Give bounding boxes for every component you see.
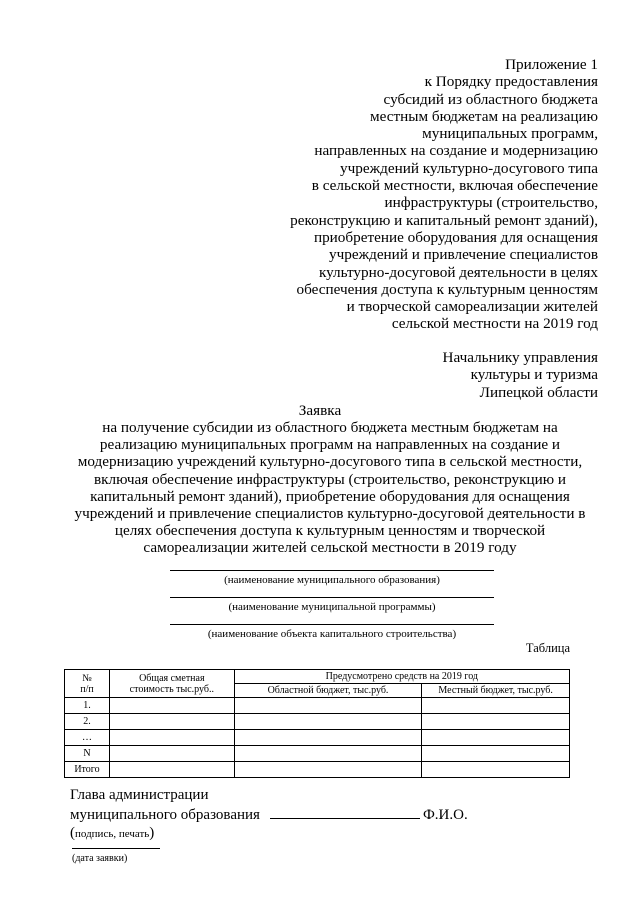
- table-row: [65, 746, 570, 762]
- appendix-line: учреждений и привлечение специалистов: [329, 246, 598, 264]
- appendix-line: учреждений культурно-досугового типа: [340, 159, 598, 177]
- date-caption: (дата заявки): [72, 853, 128, 864]
- table-cell[interactable]: [109, 714, 234, 730]
- table-cell[interactable]: [109, 762, 234, 778]
- col-header-num: № п/п: [65, 670, 110, 698]
- signature-field[interactable]: [270, 804, 420, 819]
- addressee-block: [348, 349, 598, 401]
- table-cell[interactable]: [234, 698, 422, 714]
- table-cell[interactable]: [234, 746, 422, 762]
- table-cell[interactable]: [109, 746, 234, 762]
- row-num-cell: N: [65, 746, 110, 762]
- appendix-line: к Порядку предоставления: [424, 73, 598, 91]
- col-header-regional: Областной бюджет, тыс.руб.: [234, 684, 422, 698]
- signature-fio: Ф.И.О.: [422, 807, 468, 823]
- row-num-cell: 1.: [65, 698, 110, 714]
- municipality-caption: (наименование муниципального образования): [224, 574, 440, 586]
- appendix-line: местным бюджетам на реализацию: [370, 107, 598, 125]
- table-row: [65, 714, 570, 730]
- application-body: [50, 419, 610, 557]
- application-line: капитальный ремонт зданий), приобретение оборудования для оснащения: [90, 487, 570, 505]
- application-line: целях обеспечения доступа к культурным ценностям и творческой: [114, 522, 546, 540]
- appendix-line: и творческой самореализации жителей: [346, 298, 598, 316]
- signature-row: [70, 804, 468, 824]
- col-header-total: Общая сметная стоимость тыс.руб..: [109, 670, 234, 698]
- object-caption: (наименование объекта капитального строительства): [207, 628, 457, 640]
- table-row: [65, 730, 570, 746]
- blank-line: [170, 570, 494, 571]
- appendix-line: сельской местности на 2019 год: [391, 315, 598, 333]
- addressee-line: Липецкой области: [479, 383, 598, 401]
- appendix-line: обеспечения доступа к культурным ценностям: [296, 280, 598, 298]
- application-line: учреждений и привлечение специалистов культурно-досуговой деятельности в: [74, 505, 586, 523]
- table-row: [65, 698, 570, 714]
- addressee-line: культуры и туризма: [470, 366, 598, 384]
- row-total-label: Итого: [65, 762, 110, 778]
- table-cell[interactable]: [234, 714, 422, 730]
- funding-table: [64, 669, 570, 778]
- object-blank: [170, 624, 494, 641]
- appendix-line: в сельской местности, включая обеспечение: [311, 177, 598, 195]
- table-cell[interactable]: [109, 698, 234, 714]
- row-num-cell: 2.: [65, 714, 110, 730]
- appendix-line: направленных на создание и модернизацию: [314, 142, 598, 160]
- table-row-total: [65, 762, 570, 778]
- signature-line-1: Глава администрации: [70, 787, 209, 803]
- blank-line: [170, 624, 494, 625]
- col-header-local: Местный бюджет, тыс.руб.: [422, 684, 570, 698]
- application-line: включая обеспечение инфраструктуры (строительство, реконструкцию и: [93, 470, 567, 488]
- application-line: самореализации жителей сельской местности в 2019 году: [143, 539, 517, 557]
- table-cell[interactable]: [234, 730, 422, 746]
- program-caption: (наименование муниципальной программы): [228, 601, 436, 613]
- table-label: Таблица: [525, 641, 570, 655]
- table-cell[interactable]: [422, 762, 570, 778]
- program-blank: [170, 597, 494, 614]
- appendix-line: Приложение 1: [505, 56, 598, 73]
- table-cell[interactable]: [109, 730, 234, 746]
- appendix-line: реконструкцию и капитальный ремонт зданий),: [290, 211, 598, 229]
- table-cell[interactable]: [422, 746, 570, 762]
- row-num-cell: …: [65, 730, 110, 746]
- signature-seal-caption: (подпись, печать): [70, 825, 155, 841]
- table-cell[interactable]: [422, 698, 570, 714]
- appendix-line: субсидий из областного бюджета: [383, 90, 598, 108]
- table-cell[interactable]: [234, 762, 422, 778]
- application-line: модернизацию учреждений культурно-досугового типа в сельской местности,: [77, 453, 583, 471]
- appendix-line: инфраструктуры (строительство,: [384, 194, 598, 212]
- municipality-blank: [170, 570, 494, 587]
- appendix-block: [268, 56, 598, 333]
- application-title: Заявка: [298, 402, 342, 419]
- col-header-provided: Предусмотрено средств на 2019 год: [234, 670, 569, 684]
- addressee-line: Начальнику управления: [442, 349, 598, 366]
- application-line: на получение субсидии из областного бюджета местным бюджетам на: [102, 419, 558, 436]
- signature-block: [70, 786, 468, 843]
- table-cell[interactable]: [422, 730, 570, 746]
- blank-line: [170, 597, 494, 598]
- date-block: [72, 848, 160, 864]
- appendix-line: приобретение оборудования для оснащения: [313, 228, 598, 246]
- appendix-line: культурно-досуговой деятельности в целях: [318, 263, 598, 281]
- application-line: реализацию муниципальных программ на направленных на создание и: [99, 436, 561, 454]
- table-cell[interactable]: [422, 714, 570, 730]
- date-field[interactable]: [72, 848, 160, 849]
- appendix-line: муниципальных программ,: [422, 125, 598, 143]
- signature-line-2: муниципального образования: [70, 807, 260, 823]
